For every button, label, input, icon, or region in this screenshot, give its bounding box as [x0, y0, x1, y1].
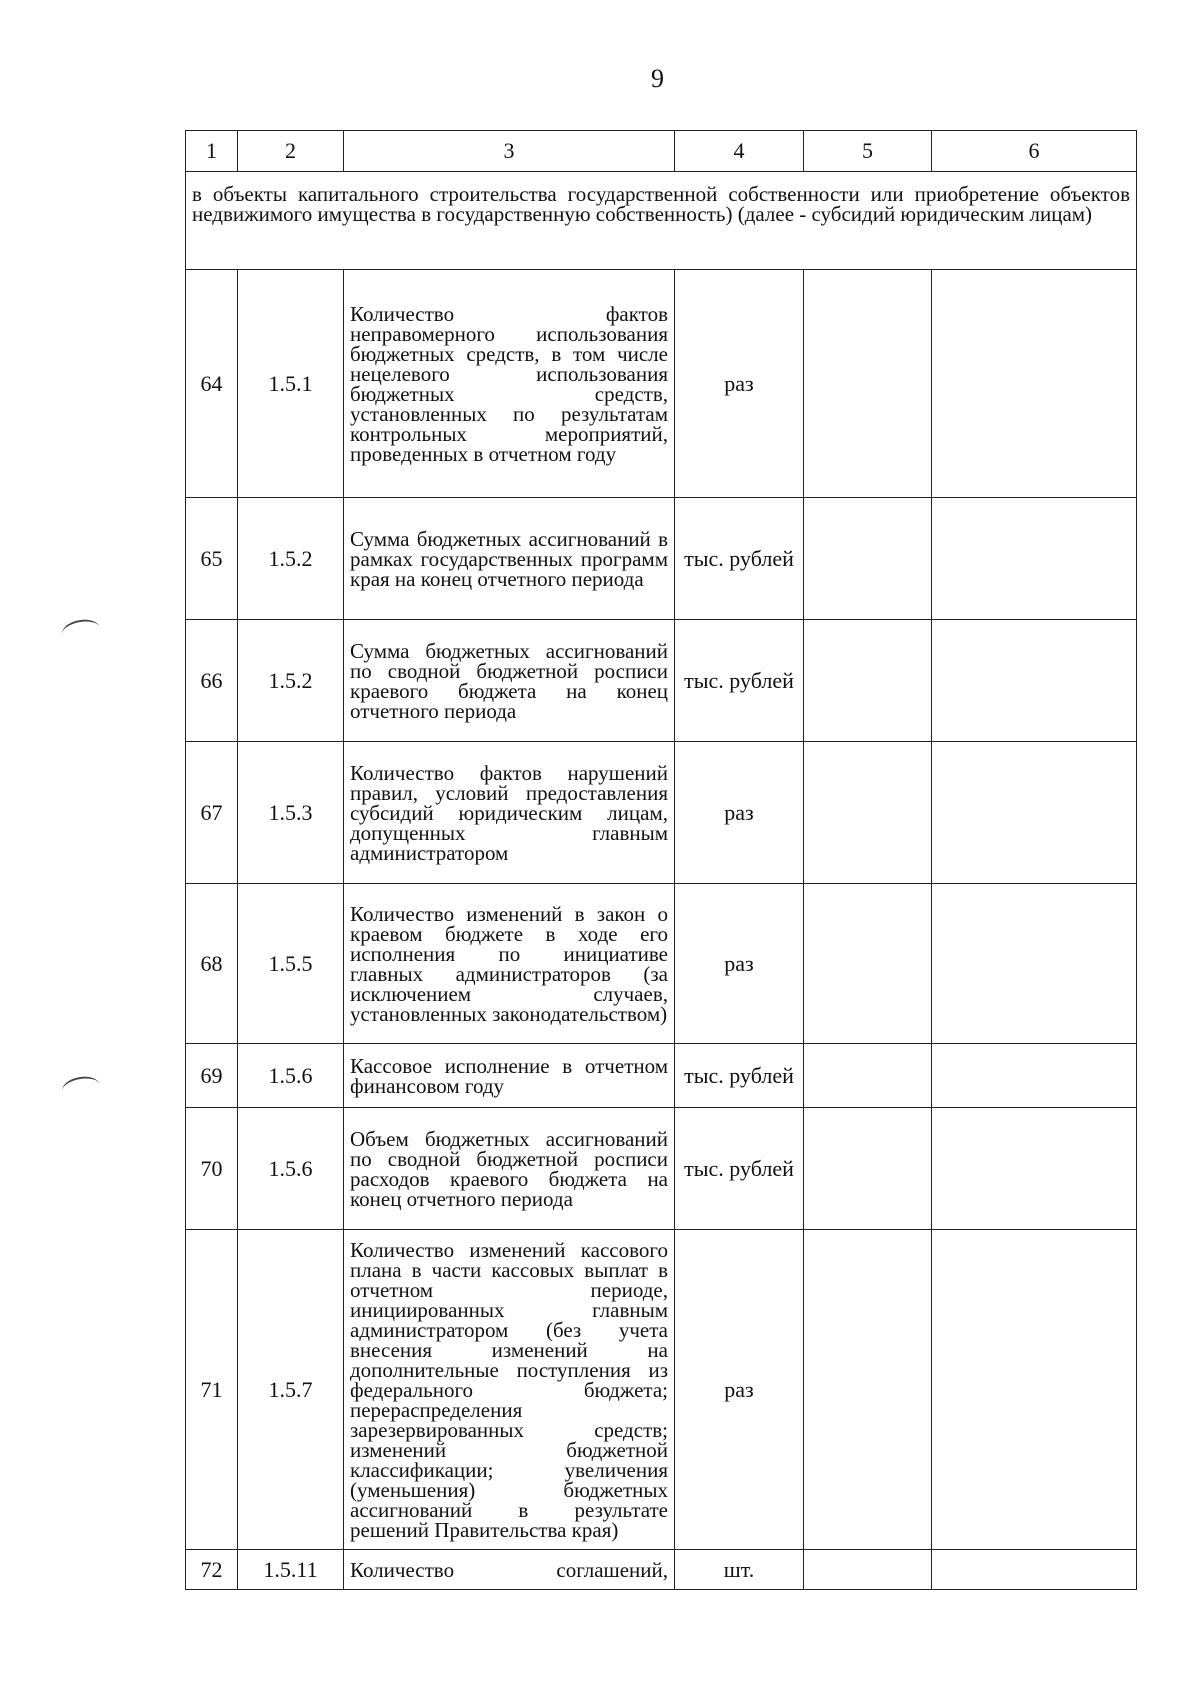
row-description: Сумма бюджетных ассигнований по сводной бюджетной росписи краевого бюджета на конец отчетного периода	[344, 620, 675, 742]
row-unit: тыс. рублей	[675, 1108, 804, 1230]
page-number: 9	[651, 64, 664, 93]
row-value-6	[932, 1044, 1137, 1108]
row-value-5	[804, 1108, 932, 1230]
section-text: в объекты капитального строительства государственной собственности или приобретение объектов недвижимого имущества в государственную собственность) (далее - субсидий юридическим лицам)	[186, 172, 1137, 270]
row-value-6	[932, 884, 1137, 1044]
row-number: 69	[186, 1044, 238, 1108]
row-unit: тыс. рублей	[675, 498, 804, 620]
hole-punch-mark	[60, 617, 101, 645]
row-code: 1.5.1	[238, 270, 344, 498]
row-code: 1.5.7	[238, 1230, 344, 1550]
row-description: Сумма бюджетных ассигнований в рамках государственных программ края на конец отчетного периода	[344, 498, 675, 620]
table-row	[186, 1550, 1137, 1590]
row-unit: раз	[675, 884, 804, 1044]
row-unit: раз	[675, 270, 804, 498]
header-cell: 4	[675, 131, 804, 172]
row-value-6	[932, 742, 1137, 884]
row-code: 1.5.6	[238, 1108, 344, 1230]
row-value-6	[932, 1108, 1137, 1230]
row-value-5	[804, 884, 932, 1044]
row-number: 72	[186, 1550, 238, 1590]
row-value-5	[804, 1044, 932, 1108]
row-value-6	[932, 620, 1137, 742]
table-row	[186, 270, 1137, 498]
row-number: 66	[186, 620, 238, 742]
row-number: 68	[186, 884, 238, 1044]
row-description: Кассовое исполнение в отчетном финансовом году	[344, 1044, 675, 1108]
row-code: 1.5.6	[238, 1044, 344, 1108]
row-value-5	[804, 270, 932, 498]
header-cell: 3	[344, 131, 675, 172]
row-number: 67	[186, 742, 238, 884]
row-description: Количество изменений кассового плана в части кассовых выплат в отчетном периоде, инициированных главным администратором (без учета внесения изменений на дополнительные поступления из федерального бюджета; перераспределения зарезервированных средств; изменений бюджетной классификации; увеличения (уменьшения) бюджетных ассигнований в результате решений Правительства края)	[344, 1230, 675, 1550]
section-row	[186, 172, 1137, 270]
row-number: 70	[186, 1108, 238, 1230]
row-unit: раз	[675, 742, 804, 884]
row-description: Количество фактов нарушений правил, условий предоставления субсидий юридическим лицам, допущенных главным администратором	[344, 742, 675, 884]
row-value-5	[804, 498, 932, 620]
row-code: 1.5.2	[238, 498, 344, 620]
row-unit: шт.	[675, 1550, 804, 1590]
row-value-5	[804, 1550, 932, 1590]
row-code: 1.5.11	[238, 1550, 344, 1590]
row-value-6	[932, 1230, 1137, 1550]
row-description: Количество изменений в закон о краевом бюджете в ходе его исполнения по инициативе главных администраторов (за исключением случаев, установленных законодательством)	[344, 884, 675, 1044]
hole-punch-mark	[60, 1074, 101, 1102]
row-value-6	[932, 270, 1137, 498]
header-cell: 1	[186, 131, 238, 172]
row-code: 1.5.5	[238, 884, 344, 1044]
header-cell: 6	[932, 131, 1137, 172]
table-row	[186, 498, 1137, 620]
row-description: Количество соглашений,	[344, 1550, 675, 1590]
row-number: 71	[186, 1230, 238, 1550]
row-description: Объем бюджетных ассигнований по сводной бюджетной росписи расходов краевого бюджета на конец отчетного периода	[344, 1108, 675, 1230]
row-number: 64	[186, 270, 238, 498]
row-value-5	[804, 620, 932, 742]
table-row	[186, 742, 1137, 884]
row-code: 1.5.2	[238, 620, 344, 742]
row-value-5	[804, 1230, 932, 1550]
header-cell: 2	[238, 131, 344, 172]
header-cell: 5	[804, 131, 932, 172]
indicators-table	[185, 130, 1137, 1590]
table-row	[186, 1108, 1137, 1230]
row-value-6	[932, 498, 1137, 620]
table-row	[186, 1230, 1137, 1550]
table-row	[186, 884, 1137, 1044]
header-row	[186, 131, 1137, 172]
row-unit: раз	[675, 1230, 804, 1550]
row-code: 1.5.3	[238, 742, 344, 884]
row-number: 65	[186, 498, 238, 620]
row-unit: тыс. рублей	[675, 620, 804, 742]
table-row	[186, 1044, 1137, 1108]
row-value-5	[804, 742, 932, 884]
table-row	[186, 620, 1137, 742]
row-description: Количество фактов неправомерного использования бюджетных средств, в том числе нецелевого использования бюджетных средств, установленных по результатам контрольных мероприятий, проведенных в отчетном году	[344, 270, 675, 498]
row-unit: тыс. рублей	[675, 1044, 804, 1108]
row-value-6	[932, 1550, 1137, 1590]
